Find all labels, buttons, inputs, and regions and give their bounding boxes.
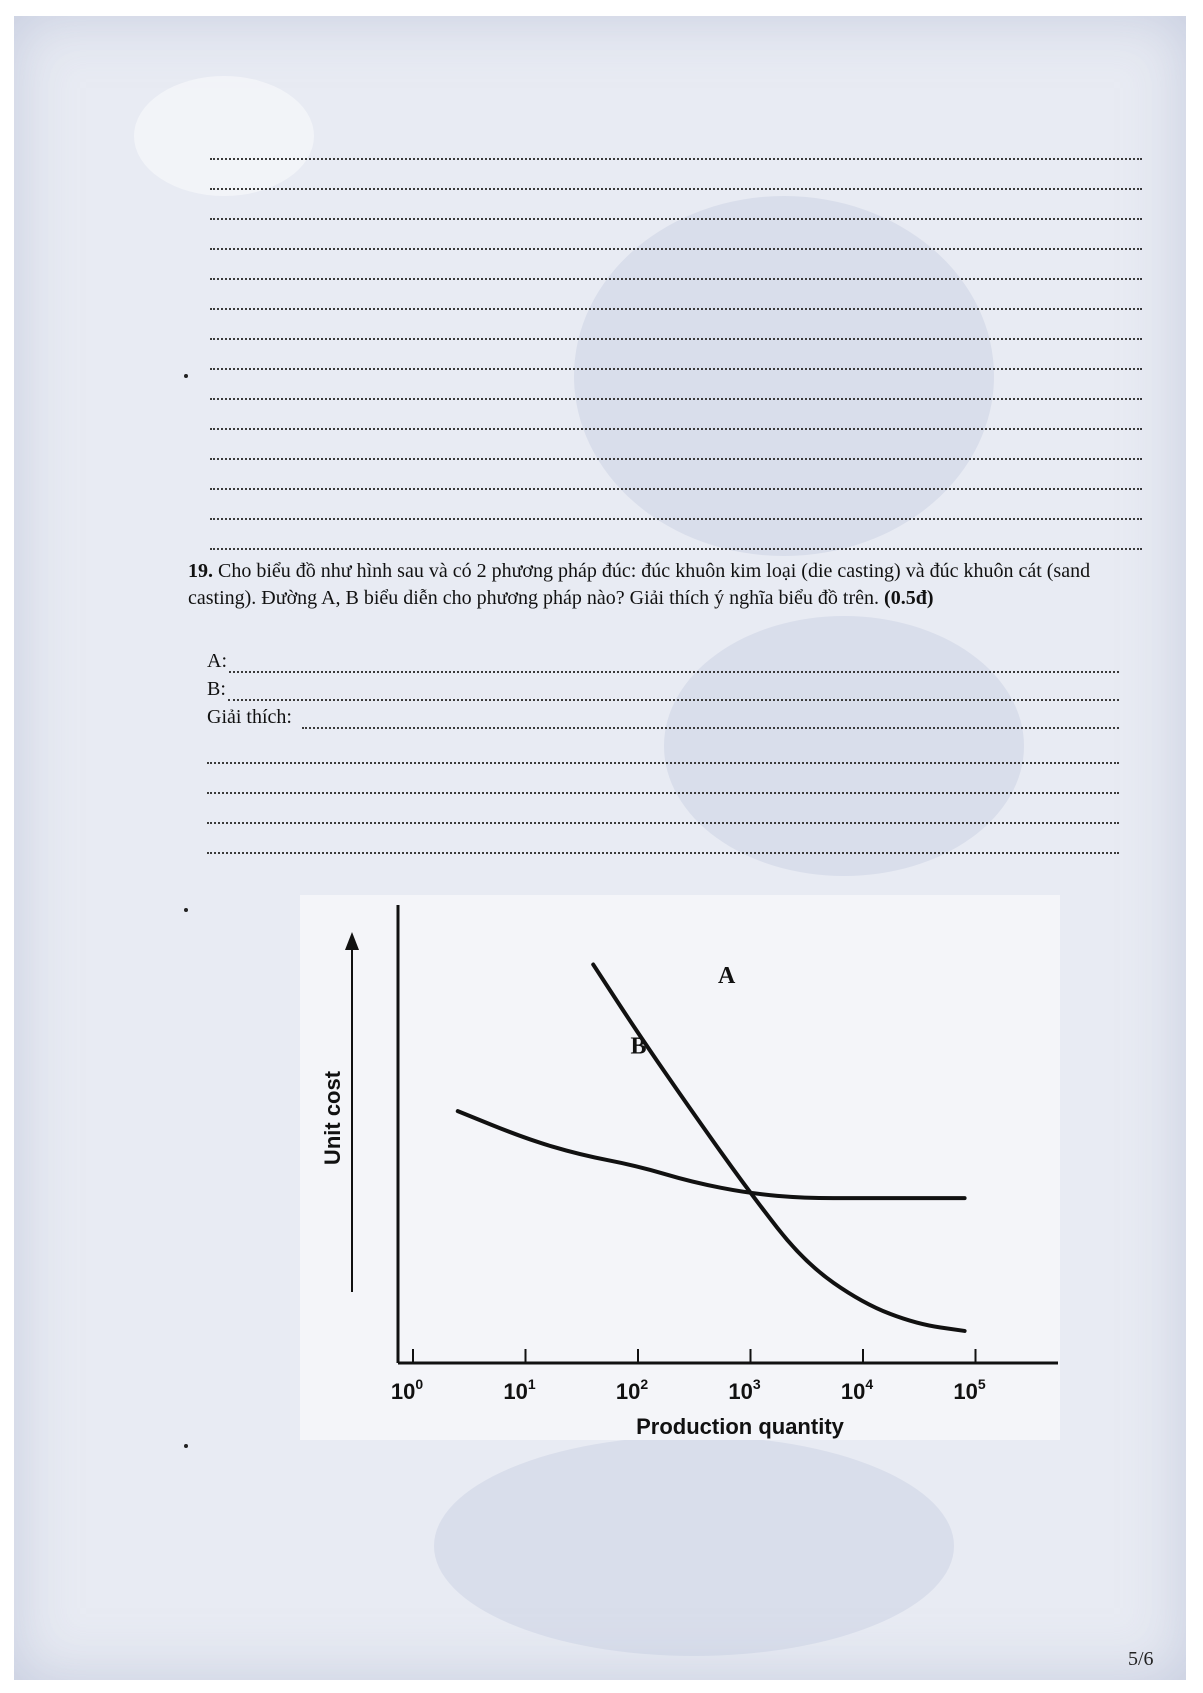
answer-b-label: B:	[207, 678, 226, 700]
x-tick-label: $10^0$	[390, 1376, 424, 1404]
series-label-b: B	[630, 1033, 647, 1060]
answer-a-label: A:	[207, 650, 227, 672]
curve-a	[593, 965, 964, 1331]
y-axis-label: Unit cost	[320, 1070, 345, 1166]
x-tick-label: $10^5$	[953, 1376, 986, 1404]
question-points: (0.5đ)	[884, 587, 934, 609]
series-label-a: A	[718, 963, 736, 990]
curve-b	[458, 1111, 965, 1198]
x-axis-label: Production quantity	[636, 1414, 844, 1439]
x-tick-label: $10^1$	[503, 1376, 536, 1404]
question-number: 19.	[188, 560, 213, 582]
x-tick-label: $10^2$	[615, 1376, 649, 1404]
explain-label: Giải thích:	[207, 706, 292, 728]
question-text: Cho biểu đồ như hình sau và có 2 phương pháp đúc: đúc khuôn kim loại (die casting) và đúc khuôn cát (sand casting). Đường A, B biểu diễn cho phương pháp nào? Giải thích ý nghĩa biểu đồ trên.	[188, 560, 1091, 609]
x-tick-label: $10^3$	[728, 1376, 761, 1404]
page-number: 5/6	[1128, 1648, 1154, 1670]
ylabel-arrowhead	[345, 932, 359, 950]
x-tick-label: $10^4$	[840, 1376, 874, 1404]
